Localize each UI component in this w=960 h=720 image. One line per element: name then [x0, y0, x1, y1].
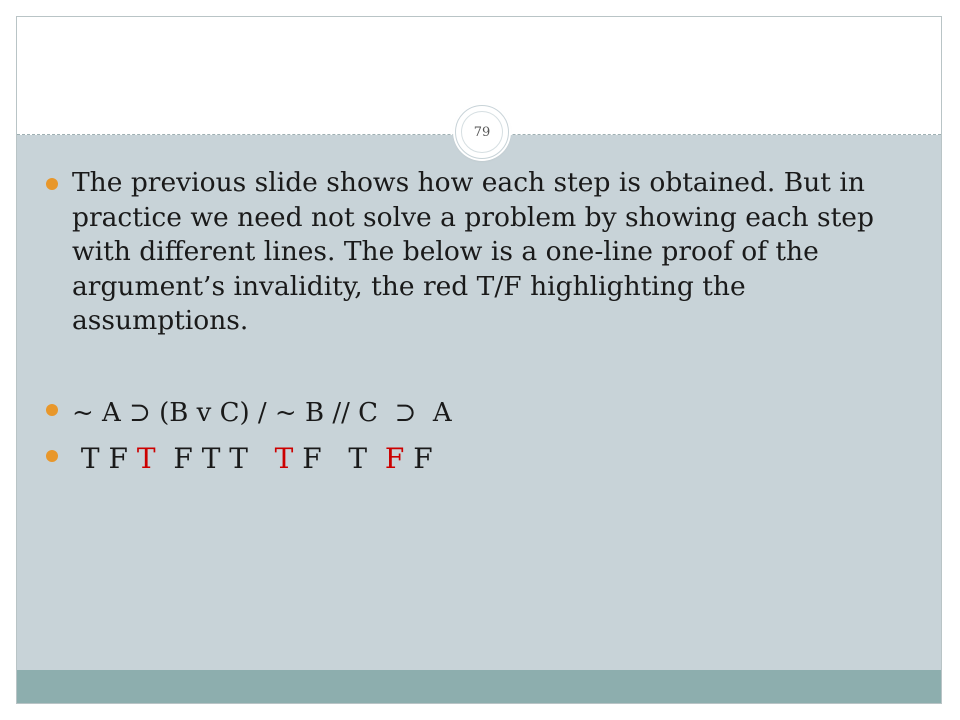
truth-value: F: [302, 441, 322, 475]
truth-value: F: [173, 441, 193, 475]
bullet-truth-values: [46, 437, 906, 481]
truth-value: T: [348, 441, 368, 475]
truth-value: F: [108, 441, 128, 475]
bullet-icon: [46, 404, 58, 416]
slide-body: [46, 166, 906, 481]
truth-value: T: [201, 441, 221, 475]
bullet-formula: [46, 391, 906, 435]
bullet-paragraph: [46, 166, 906, 339]
paragraph-text: The previous slide shows how each step is obtained. But in practice we need not solve a problem by showing each step with different lines. The below is a one-line proof of the argument’s invalidity, the red T/F highlighting the assumptions.: [72, 167, 874, 336]
truth-value: T: [229, 441, 248, 475]
truth-value: F: [384, 441, 405, 475]
slide-number: 79: [461, 111, 503, 153]
argument-formula: ~ A ⊃ (B v C) / ~ B // C ⊃ A: [72, 397, 452, 428]
truth-value: T: [80, 441, 100, 475]
truth-value-line: [72, 442, 433, 475]
footer-band: [17, 670, 941, 703]
truth-value: T: [136, 441, 156, 475]
bullet-icon: [46, 450, 58, 462]
truth-value: F: [413, 441, 433, 475]
slide-number-badge: [455, 105, 509, 159]
truth-value: T: [274, 441, 294, 475]
bullet-icon: [46, 178, 58, 190]
